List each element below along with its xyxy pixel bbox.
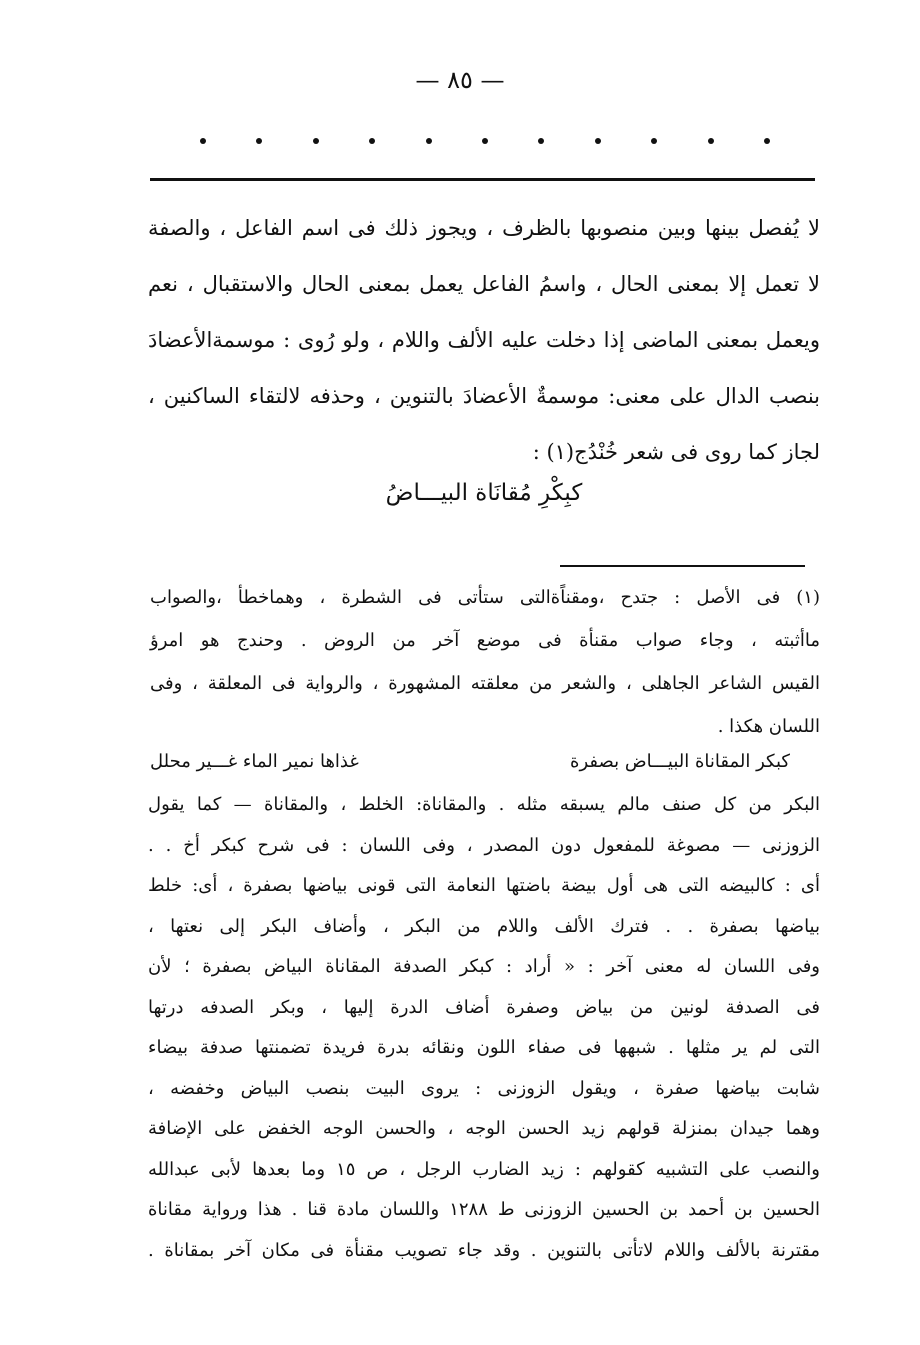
verse-line: كبِكْرِ مُقانَاة البيـــاضُ <box>385 480 583 506</box>
separator-dot <box>651 138 657 144</box>
footnote-line: اللسان هكذا . <box>717 716 820 737</box>
commentary-line: وهما جيدان بمنزلة قولهم زيد الحسن الوجه ، والحسن الوجه الخفض على الإضافة <box>148 1118 820 1139</box>
page-number: — ٨٥ — <box>415 66 505 94</box>
footnote-line: ماأثبته ، وجاء صواب مقنأة فى موضع آخر من الروض . وحندج هو امرؤ <box>150 630 820 651</box>
main-line: لا يُفصل بينها وبين منصوبها بالظرف ، ويجوز ذلك فى اسم الفاعل ، والصفة <box>148 216 820 240</box>
main-line: لجاز كما روى فى شعر خُنْدُج(١) : <box>532 440 820 464</box>
separator-dot <box>426 138 432 144</box>
separator-dot <box>595 138 601 144</box>
separator-dots <box>200 138 770 144</box>
separator-dot <box>538 138 544 144</box>
commentary-line: مقترنة بالألف واللام لاتأتى بالتنوين . وقد جاء تصويب مقنأة فى مكان آخر بمقاناة . <box>148 1239 820 1261</box>
main-line: ويعمل بمعنى الماضى إذا دخلت عليه الألف واللام ، ولو رُوى : موسمةالأعضادَ <box>148 328 820 352</box>
verse-second-hemistich: غذاها نمير الماء غـــير محلل <box>150 751 359 772</box>
commentary-line: فى الصدفة لونين من بياض وصفرة أضاف الدرة إليها ، وبكر الصدفه درتها <box>148 996 820 1018</box>
separator-dot <box>200 138 206 144</box>
footnote-verse <box>150 742 790 782</box>
commentary-line: والنصب على التشبيه كقولهم : زيد الضارب الرجل ، ص ١٥ وما بعدها لأبى عبدالله <box>148 1158 820 1180</box>
commentary-line: أى : كالبيضه التى هى أول بيضة باضتها النعامة التى قونى بياضها بصفرة ، أى: خلط <box>148 875 820 896</box>
commentary-line: التى لم ير مثلها . شبهها فى صفاء اللون ونقائه بدرة فريدة تضمنتها صدفة بيضاء <box>148 1037 820 1058</box>
footnote-line: القيس الشاعر الجاهلى ، والشعر من معلقته المشهورة ، والرواية فى المعلقة ، وفى <box>150 673 820 694</box>
separator-dot <box>764 138 770 144</box>
commentary-line: شابت بياضها صفرة ، ويقول الزوزنى : يروى البيت بنصب البياض وخفضه ، <box>148 1077 820 1099</box>
commentary-line: البكر من كل صنف مالم يسبقه مثله . والمقاناة: الخلط ، والمقاناة — كما يقول <box>148 794 820 815</box>
commentary-line: الحسين بن أحمد بن الحسين الزوزنى ط ١٢٨٨ واللسان مادة قنا . هذا ورواية مقاناة <box>148 1199 820 1220</box>
separator-dot <box>708 138 714 144</box>
separator-dot <box>256 138 262 144</box>
footnote-line: (١) فى الأصل : جتدح ،ومقناًةالتى ستأتى فى الشطرة ، وهماخطأ ،والصواب <box>150 587 820 608</box>
separator-dot <box>313 138 319 144</box>
main-line: لا تعمل إلا بمعنى الحال ، واسمُ الفاعل يعمل بمعنى الحال والاستقبال ، نعم <box>148 272 820 296</box>
separator-dot <box>482 138 488 144</box>
main-text <box>148 200 820 480</box>
commentary <box>148 785 820 1271</box>
commentary-line: بياضها بصفرة . . فترك الألف واللام من البكر ، وأضاف البكر إلى نعتها ، <box>148 915 820 937</box>
commentary-line: الزوزنى — مصوغة للمفعول دون المصدر ، وفى اللسان : فى شرح كبكر أخ . . <box>148 834 820 856</box>
separator-dot <box>369 138 375 144</box>
main-line: بنصب الدال على معنى: موسمةٌ الأعضادَ بالتنوين ، وحذفه لالتقاء الساكنين ، <box>148 384 820 408</box>
footnote <box>150 576 820 748</box>
footnote-rule <box>560 565 805 567</box>
commentary-line: وفى اللسان له معنى آخر : « أراد : كبكر الصدفة المقاناة البياض بصفرة ؛ لأن <box>148 956 820 977</box>
header-rule <box>150 178 815 181</box>
verse-first-hemistich: كبكر المقاناة البيـــاض بصفرة <box>570 751 790 772</box>
